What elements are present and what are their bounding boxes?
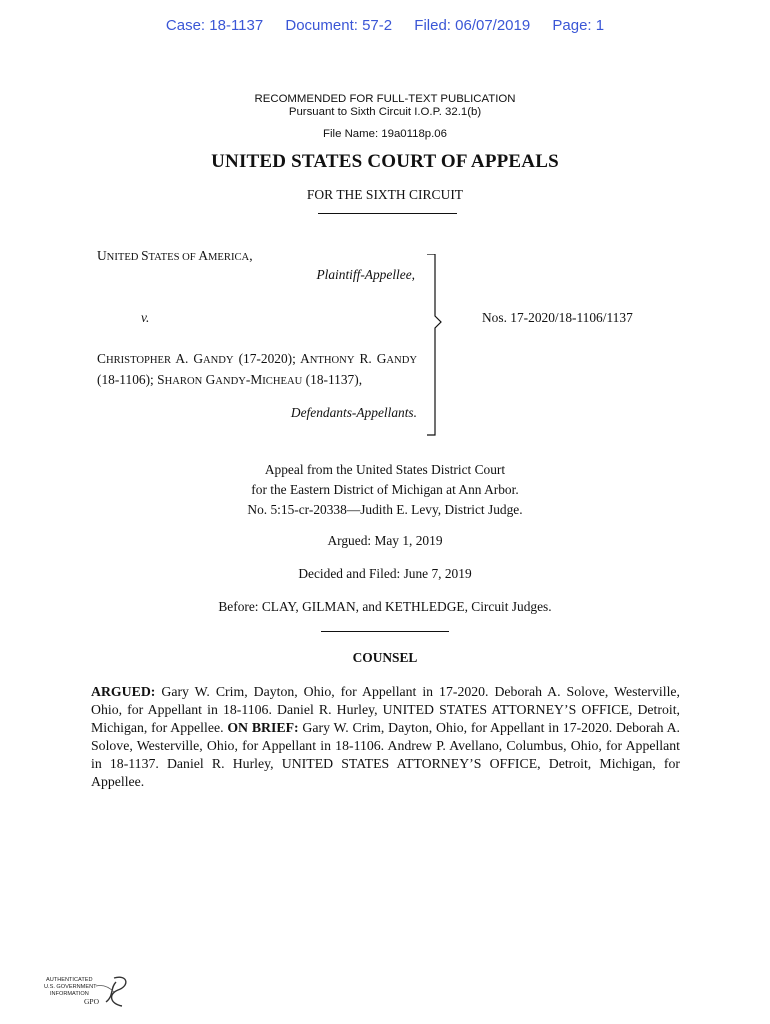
- on-brief-text: Gary W. Crim, Dayton, Ohio, for Appellant in 17-2020. Deborah A. Solove, Westerville, Ohio, for Appellant in 18-1106. Andrew P. Avellano, Columbus, Ohio, for Appellant in 18-1137. Daniel R. Hurley, UNITED STATES ATTORNEY’S OFFICE, Detroit, Michigan, for Appellee.: [91, 720, 680, 789]
- versus-label: v.: [141, 310, 150, 325]
- publication-rule-citation: Pursuant to Sixth Circuit I.O.P. 32.1(b): [288, 106, 482, 118]
- logo-line-2: U.S. GOVERNMENT: [44, 984, 97, 990]
- counsel-divider: [321, 631, 449, 632]
- appeal-line: No. 5:15-cr-20338—Judith E. Levy, District Judge.: [247, 501, 523, 517]
- stamp-document-number: Document: 57-2: [285, 17, 393, 34]
- publication-notice: [0, 93, 770, 119]
- appeal-info: [0, 460, 770, 519]
- plaintiff-role: Plaintiff-Appellee,: [316, 267, 415, 282]
- logo-line-3: INFORMATION: [50, 991, 89, 997]
- counsel-paragraph: [91, 683, 680, 791]
- def-initial: G: [376, 351, 387, 366]
- publication-recommendation: RECOMMENDED FOR FULL-TEXT PUBLICATION: [254, 93, 516, 105]
- plaintiff-comma: ,: [249, 248, 253, 263]
- appeal-line: for the Eastern District of Michigan at Ann Arbor.: [251, 481, 519, 497]
- plaintiff-initial-s: S: [141, 248, 149, 263]
- stamp-filed-date: Filed: 06/07/2019: [414, 17, 531, 34]
- def-text: A.: [171, 351, 194, 366]
- plaintiff-name: [97, 248, 253, 264]
- file-name: File Name: 19a0118p.06: [323, 128, 447, 140]
- defendants-role: Defendants-Appellants.: [290, 405, 417, 420]
- argued-label: ARGUED:: [91, 684, 156, 699]
- panel-judges: Before: CLAY, GILMAN, and KETHLEDGE, Circuit Judges.: [218, 599, 552, 614]
- title-divider: [318, 213, 457, 214]
- def-case-number: (18-1106);: [97, 371, 158, 387]
- decided-date: Decided and Filed: June 7, 2019: [298, 566, 472, 581]
- logo-gpo-mark: GPO: [84, 997, 100, 1006]
- def-initial: A: [300, 351, 310, 366]
- def-text: ANDY: [386, 355, 417, 366]
- def-text: ANDY: [202, 355, 234, 366]
- def-case-number: (18-1137),: [302, 371, 363, 387]
- plaintiff-initial-u: U: [97, 248, 107, 263]
- def-initial: M: [250, 371, 263, 387]
- court-title: UNITED STATES COURT OF APPEALS: [211, 151, 559, 172]
- def-initial: G: [205, 371, 216, 387]
- argued-date: Argued: May 1, 2019: [327, 533, 443, 548]
- def-text: R.: [354, 351, 377, 366]
- plaintiff-text-merica: MERICA: [208, 252, 250, 263]
- def-text: ANDY: [215, 375, 246, 387]
- def-initial: S: [157, 371, 165, 387]
- def-text: HARON: [164, 375, 203, 387]
- circuit-name: FOR THE SIXTH CIRCUIT: [306, 187, 464, 202]
- logo-line-1: AUTHENTICATED: [46, 977, 93, 983]
- def-text: ICHEAU: [262, 375, 303, 387]
- argued-text: Gary W. Crim, Dayton, Ohio, for Appellant in 17-2020. Deborah A. Solove, Westerville, Ohio, for Appellant in 18-1106. Daniel R. Hurley, UNITED STATES ATTORNEY’S OFFICE, Detroit, Michigan, for Appellee.: [91, 684, 680, 735]
- gpo-authenticated-logo: [44, 972, 134, 1014]
- def-initial: G: [193, 351, 203, 366]
- ecf-filing-stamp: [0, 17, 770, 34]
- plaintiff-text-nited: NITED: [106, 252, 142, 263]
- defendant-names: [97, 350, 417, 391]
- plaintiff-text-tates-of: TATES OF: [148, 252, 199, 263]
- def-text: NTHONY: [309, 355, 355, 366]
- def-text: HRISTOPHER: [105, 355, 172, 366]
- plaintiff-initial-a: A: [198, 248, 208, 263]
- appeal-line: Appeal from the United States District Court: [264, 462, 506, 477]
- stamp-case-number: Case: 18-1137: [165, 17, 264, 34]
- counsel-heading: COUNSEL: [352, 650, 418, 665]
- caption-brace: [425, 254, 455, 440]
- def-initial: C: [97, 351, 106, 366]
- def-text: -: [245, 371, 251, 387]
- docket-numbers: Nos. 17-2020/18-1106/1137: [482, 310, 633, 325]
- def-case-number: (17-2020);: [233, 351, 301, 366]
- stamp-page-number: Page: 1: [552, 17, 605, 34]
- on-brief-label: ON BRIEF:: [227, 720, 299, 735]
